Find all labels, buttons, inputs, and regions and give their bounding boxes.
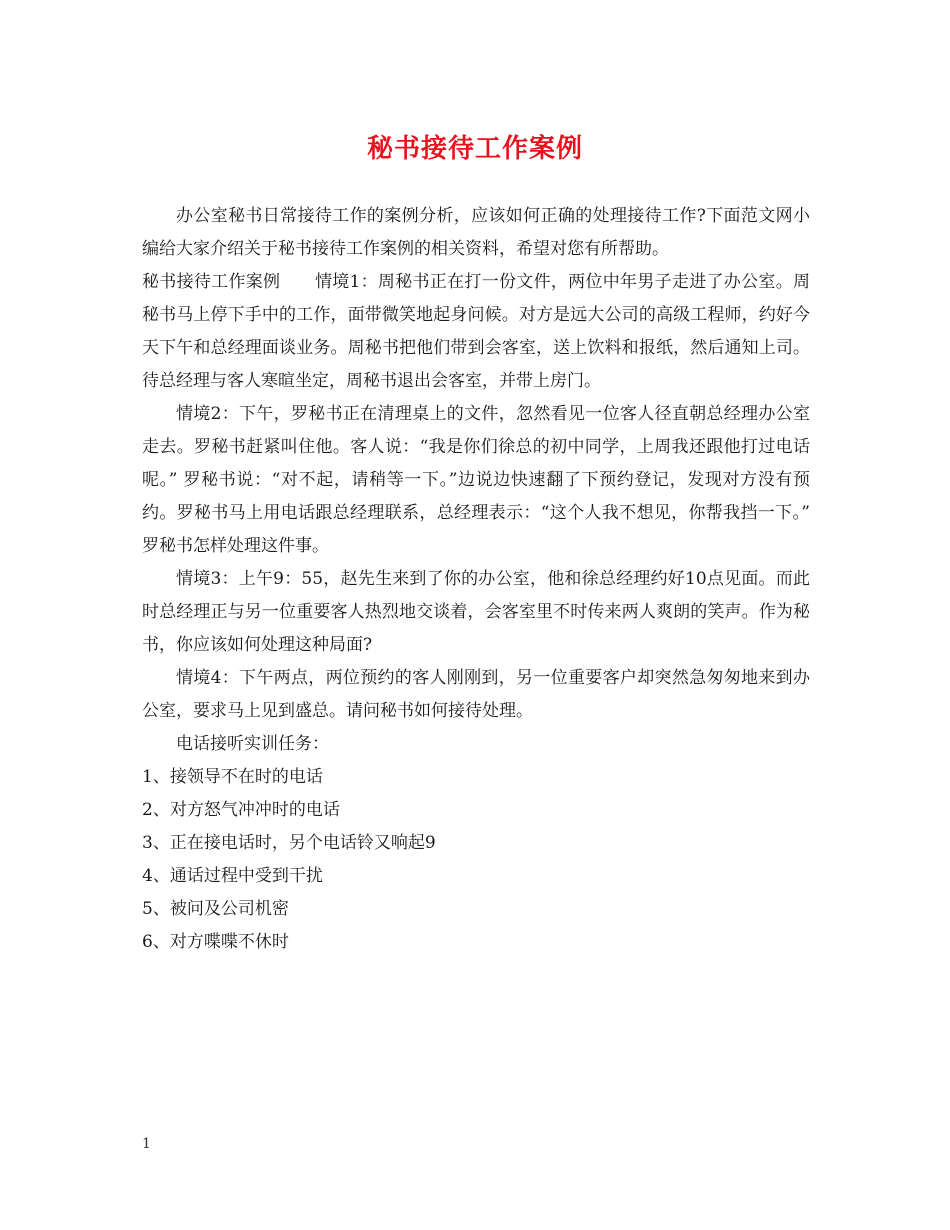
task-heading: 电话接听实训任务： [176,734,329,754]
list-item: 3、正在接电话时，另个电话铃又响起9 [142,833,436,853]
list-item: 1、接领导不在时的电话 [142,767,323,787]
scenario-1-paragraph: 秘书接待工作案例 情境1：周秘书正在打一份文件，两位中年男子走进了办公室。周秘书马上停下手中的工作，面带微笑地起身问候。对方是远大公司的高级工程师，约好今天下午和总经理面谈业务。周秘书把他们带到会客室，送上饮料和报纸，然后通知上司。待总经理与客人寒暄坐定，周秘书退出会客室，并带上房门。 [142,272,810,391]
document-body [142,200,810,959]
intro-paragraph: 办公室秘书日常接待工作的案例分析，应该如何正确的处理接待工作?下面范文网小编给大家介绍关于秘书接待工作案例的相关资料，希望对您有所帮助。 [142,206,810,259]
document-title: 秘书接待工作案例 [366,134,583,164]
page-number: 1 [142,1136,151,1152]
list-item: 4、通话过程中受到干扰 [142,866,323,886]
list-item: 5、被问及公司机密 [142,899,289,919]
scenario-4-paragraph: 情境4：下午两点，两位预约的客人刚刚到，另一位重要客户却突然急匆匆地来到办公室，要求马上见到盛总。请问秘书如何接待处理。 [142,668,810,721]
list-item: 6、对方喋喋不休时 [142,932,289,952]
scenario-2-paragraph: 情境2：下午，罗秘书正在清理桌上的文件，忽然看见一位客人径直朝总经理办公室走去。罗秘书赶紧叫住他。客人说：“我是你们徐总的初中同学，上周我还跟他打过电话呢。” 罗秘书说：“对不起，请稍等一下。”边说边快速翻了下预约登记，发现对方没有预约。罗秘书马上用电话跟总经理联系，总经理表示：“这个人我不想见，你帮我挡一下。” 罗秘书怎样处理这件事。 [142,404,810,556]
list-item: 2、对方怒气冲冲时的电话 [142,800,340,820]
scenario-3-paragraph: 情境3：上午9：55，赵先生来到了你的办公室，他和徐总经理约好10点见面。而此时总经理正与另一位重要客人热烈地交谈着，会客室里不时传来两人爽朗的笑声。作为秘书，你应该如何处理这种局面? [142,569,810,655]
